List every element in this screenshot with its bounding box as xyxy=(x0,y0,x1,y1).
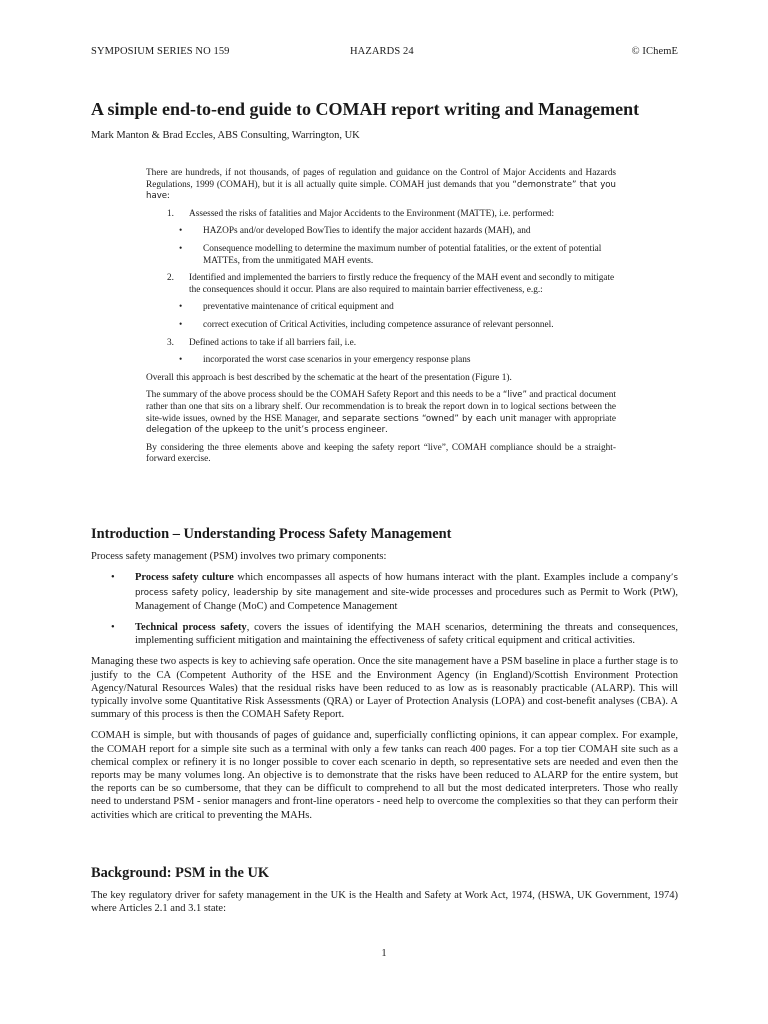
section-background xyxy=(91,867,678,924)
handwritten-annotation: “live” xyxy=(502,390,527,401)
numbered-item-3: 3. Defined actions to take if all barriers fail, i.e. xyxy=(167,337,357,348)
paragraph: Process safety management (PSM) involves two primary components: xyxy=(91,551,387,563)
bullet-icon: • xyxy=(179,243,183,254)
bullet-icon: • xyxy=(179,355,183,366)
header-series: SYMPOSIUM SERIES NO 159 xyxy=(91,46,230,57)
abstract xyxy=(146,168,616,472)
paragraph: Managing these two aspects is key to achieving safe operation. Once the site management have a PSM baseline in place a further stage is to justify to the CA (Competent Authority of the HSE and the Environment Agency (in England)/Scottish Environment Protection Agency/Natural Resources Wales) that the residual risks have been reduced to as low as is reasonably practicable (ALARP). This will typically involve some Quantitative Risk Assessments (QRA) or Layer of Protection Analysis (LOPA) and cost-benefit analyses (CBA). A summary of this process is then the COMAH Safety Report. xyxy=(91,656,678,721)
bullet-item: • preventative maintenance of critical equipment and xyxy=(179,302,394,313)
bullet-icon: • xyxy=(179,226,183,237)
header-copyright: © IChemE xyxy=(631,46,678,57)
bullet-icon: • xyxy=(179,302,183,313)
section-heading: Introduction – Understanding Process Safety Management xyxy=(91,526,452,542)
section-introduction xyxy=(91,528,678,830)
handwritten-annotation: and separate sections “owned” by each unit xyxy=(322,413,517,424)
bullet-icon: • xyxy=(179,319,183,330)
bullet-icon: • xyxy=(111,622,115,634)
abstract-closing: By considering the three elements above and keeping the safety report “live”, COMAH compliance should be a straight-forward exercise. xyxy=(146,442,616,465)
bullet-item: • Technical process safety, covers the issues of identifying the MAH scenarios, determining the threats and consequences, implementing sufficient mitigation and maintaining the effectiveness of safety critical equipment and critical activities. xyxy=(111,622,678,647)
handwritten-annotation: “demonstrate” that you have xyxy=(146,179,616,202)
handwritten-annotation: delegation of the upkeep to the unit’s process engineer xyxy=(146,425,386,436)
bullet-item: • correct execution of Critical Activities, including competence assurance of relevant personnel. xyxy=(179,319,554,330)
bullet-item: • Process safety culture which encompasses all aspects of how humans interact with the plant. Examples include a company’s process safety policy, leadership by site management and site-wide processes and procedures such as Permit to Work (PtW), Management of Change (MoC) and Competence Management xyxy=(111,572,678,612)
paper-title: A simple end-to-end guide to COMAH report writing and Management xyxy=(91,99,640,119)
bullet-item: • HAZOPs and/or developed BowTies to identify the major accident hazards (MAH), and xyxy=(179,226,531,237)
bullet-icon: • xyxy=(111,572,115,584)
header-conference: HAZARDS 24 xyxy=(350,46,414,57)
bullet-item: • Consequence modelling to determine the maximum number of potential fatalities, or the extent of potential MATTEs, from the unmitigated MAH events. xyxy=(179,243,602,266)
abstract-summary: The summary of the above process should be the COMAH Safety Report and this needs to be a “live” and practical document rather than one that sits on a library shelf. Our recommendation is to break the report down in to logical sections between the site-wide issues, owned by the HSE Manager, and separate sections “owned” by each unit manager with appropriate delegation of the upkeep to the unit’s process engineer. xyxy=(146,390,616,436)
handwritten-annotation: company’s process safety policy, leadership by site xyxy=(135,573,678,598)
abstract-intro: There are hundreds, if not thousands, of pages of regulation and guidance on the Control of Major Accidents and Hazards Regulations, 1999 (COMAH), but it is all actually quite simple. COMAH just demands that you “demonstrate” that you have: xyxy=(146,168,616,202)
numbered-item-1: 1. Assessed the risks of fatalities and Major Accidents to the Environment (MATTE), i.e. performed: xyxy=(167,208,555,219)
section-heading: Background: PSM in the UK xyxy=(91,865,270,881)
paper-authors: Mark Manton & Brad Eccles, ABS Consulting, Warrington, UK xyxy=(91,130,360,141)
bullet-item: • incorporated the worst case scenarios in your emergency response plans xyxy=(179,355,471,366)
paragraph: The key regulatory driver for safety management in the UK is the Health and Safety at Work Act, 1974, (HSWA, UK Government, 1974) where Articles 2.1 and 3.1 state: xyxy=(91,890,678,915)
numbered-item-2: 2. Identified and implemented the barriers to firstly reduce the frequency of the MAH event and secondly to mitigate the consequences should it occur. Plans are also required to maintain barrier effectiveness, e.g.: xyxy=(167,273,615,295)
paragraph: COMAH is simple, but with thousands of pages of guidance and, superficially conflicting opinions, it can appear complex. For example, the COMAH report for a simple site such as a terminal with only a few tanks can reach 400 pages. For a top tier COMAH site such as a chemical complex or refinery it is no longer possible to cover each scenario in depth, so representative sets are needed and even then the reports may be many volumes long. An objective is to demonstrate that the risks have been reduced to ALARP for the entire system, but the reports can be so cumbersome, that they can be difficult to comprehend to all but the most dedicated interpreters. Those who really need to understand PSM - senior managers and front-line operators - need help to overcome the complexities so that they can perform their activities which are critical to preventing the MAHs. xyxy=(91,730,678,821)
page-number: 1 xyxy=(381,948,387,959)
abstract-overall: Overall this approach is best described by the schematic at the heart of the presentation (Figure 1). xyxy=(146,372,512,383)
